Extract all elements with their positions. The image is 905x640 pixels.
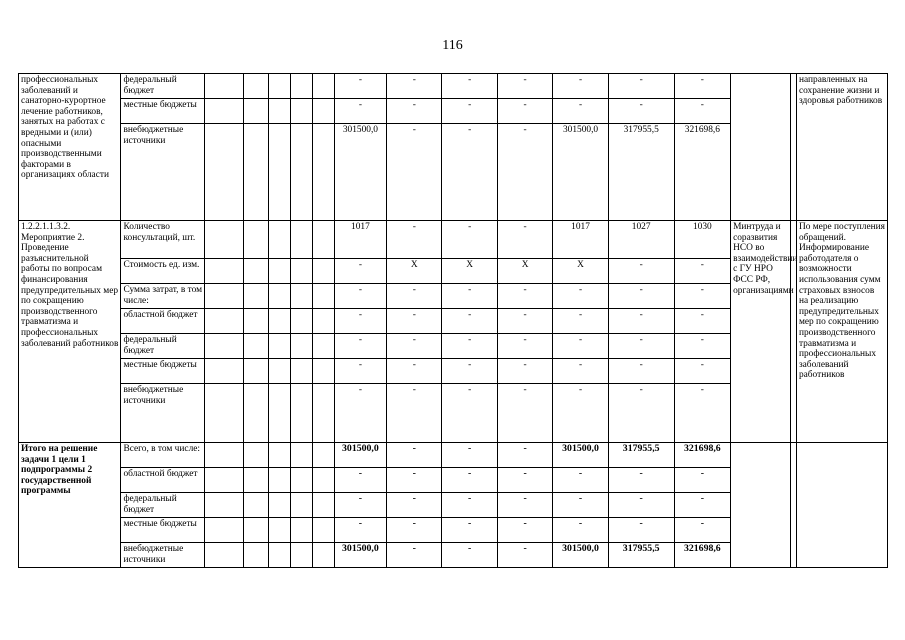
value-cell: -	[442, 309, 497, 334]
executor-cell: Минтруда и соразвития НСО во взаимодействии с ГУ НРО ФСС РФ, организациями	[731, 221, 791, 443]
value-cell: -	[608, 309, 674, 334]
empty-cell	[290, 543, 312, 568]
value-cell: 317955,5	[608, 443, 674, 468]
value-cell: -	[608, 359, 674, 384]
funding-source-cell: федеральный бюджет	[121, 334, 205, 359]
empty-cell	[205, 518, 244, 543]
empty-cell	[243, 334, 268, 359]
empty-cell	[290, 284, 312, 309]
value-cell: -	[387, 124, 442, 221]
value-cell: -	[608, 74, 674, 99]
value-cell: -	[553, 309, 608, 334]
empty-cell	[243, 259, 268, 284]
empty-cell	[290, 74, 312, 99]
empty-cell	[290, 493, 312, 518]
funding-source-cell: внебюджетные источники	[121, 543, 205, 568]
value-cell: -	[387, 543, 442, 568]
funding-source-cell: внебюджетные источники	[121, 124, 205, 221]
empty-cell	[312, 518, 334, 543]
value-cell: -	[608, 493, 674, 518]
value-cell: X	[553, 259, 608, 284]
expected-result-cell	[796, 443, 887, 568]
value-cell: -	[387, 221, 442, 259]
value-cell: -	[497, 309, 552, 334]
value-cell: 321698,6	[674, 543, 730, 568]
value-cell: -	[334, 259, 386, 284]
value-cell: -	[608, 284, 674, 309]
empty-cell	[268, 124, 290, 221]
value-cell: -	[553, 384, 608, 443]
value-cell: 317955,5	[608, 543, 674, 568]
value-cell: -	[608, 334, 674, 359]
empty-cell	[312, 359, 334, 384]
value-cell: -	[442, 543, 497, 568]
empty-cell	[290, 259, 312, 284]
value-cell: -	[497, 493, 552, 518]
value-cell: -	[674, 359, 730, 384]
value-cell: -	[442, 518, 497, 543]
value-cell: 301500,0	[334, 543, 386, 568]
empty-cell	[243, 493, 268, 518]
value-cell: -	[334, 468, 386, 493]
funding-source-cell: Сумма затрат, в том числе:	[121, 284, 205, 309]
value-cell: -	[387, 493, 442, 518]
empty-cell	[312, 221, 334, 259]
value-cell: -	[497, 284, 552, 309]
empty-cell	[268, 221, 290, 259]
value-cell: -	[497, 443, 552, 468]
value-cell: -	[334, 284, 386, 309]
empty-cell	[290, 99, 312, 124]
empty-cell	[290, 334, 312, 359]
value-cell: -	[497, 99, 552, 124]
value-cell: -	[553, 284, 608, 309]
empty-cell	[312, 99, 334, 124]
empty-cell	[268, 99, 290, 124]
empty-cell	[243, 543, 268, 568]
value-cell: -	[674, 74, 730, 99]
funding-source-cell: федеральный бюджет	[121, 74, 205, 99]
empty-cell	[268, 309, 290, 334]
expected-result-cell: направленных на сохранение жизни и здоровья работников	[796, 74, 887, 221]
value-cell: X	[387, 259, 442, 284]
measure-name-cell: 1.2.2.1.1.3.2. Мероприятие 2. Проведение разъяснительной работы по вопросам финансирования предупредительных мер по сокращению производственного травматизма и профессиональных заболеваний работников	[19, 221, 121, 443]
value-cell: -	[387, 443, 442, 468]
value-cell: 317955,5	[608, 124, 674, 221]
empty-cell	[312, 284, 334, 309]
empty-cell	[205, 124, 244, 221]
empty-cell	[243, 309, 268, 334]
funding-source-cell: Всего, в том числе:	[121, 443, 205, 468]
expected-result-cell: По мере поступления обращений. Информирование работодателя о возможности использования сумм страховых взносов на реализацию предупредительных мер по сокращению производственного травматизма и профессиональных заболеваний работников	[796, 221, 887, 443]
value-cell: -	[387, 468, 442, 493]
empty-cell	[243, 518, 268, 543]
empty-cell	[268, 359, 290, 384]
empty-cell	[205, 259, 244, 284]
value-cell: -	[334, 359, 386, 384]
empty-cell	[290, 309, 312, 334]
executor-cell	[731, 74, 791, 221]
empty-cell	[290, 221, 312, 259]
empty-cell	[290, 384, 312, 443]
value-cell: -	[497, 221, 552, 259]
empty-cell	[243, 221, 268, 259]
empty-cell	[205, 543, 244, 568]
budget-table	[18, 73, 888, 568]
value-cell: -	[497, 384, 552, 443]
value-cell: -	[608, 99, 674, 124]
value-cell: -	[334, 99, 386, 124]
value-cell: -	[553, 493, 608, 518]
value-cell: -	[442, 493, 497, 518]
value-cell: 301500,0	[334, 124, 386, 221]
empty-cell	[268, 468, 290, 493]
value-cell: 301500,0	[553, 124, 608, 221]
empty-cell	[205, 493, 244, 518]
value-cell: -	[497, 124, 552, 221]
empty-cell	[290, 443, 312, 468]
empty-cell	[205, 359, 244, 384]
value-cell: -	[334, 384, 386, 443]
value-cell: 301500,0	[334, 443, 386, 468]
empty-cell	[205, 384, 244, 443]
empty-cell	[312, 334, 334, 359]
table-row	[19, 74, 888, 99]
funding-source-cell: областной бюджет	[121, 468, 205, 493]
value-cell: -	[497, 359, 552, 384]
value-cell: 1017	[553, 221, 608, 259]
funding-source-cell: местные бюджеты	[121, 359, 205, 384]
empty-cell	[205, 74, 244, 99]
value-cell: -	[608, 518, 674, 543]
empty-cell	[243, 384, 268, 443]
value-cell: -	[608, 384, 674, 443]
measure-name-cell: профессиональных заболеваний и санаторно-курортное лечение работников, занятых на работах с вредными и (или) опасными производственными факторами в организациях области	[19, 74, 121, 221]
value-cell: -	[442, 124, 497, 221]
empty-cell	[243, 74, 268, 99]
empty-cell	[268, 334, 290, 359]
value-cell: -	[387, 359, 442, 384]
empty-cell	[243, 284, 268, 309]
empty-cell	[290, 359, 312, 384]
executor-cell	[731, 443, 791, 568]
value-cell: 1017	[334, 221, 386, 259]
empty-cell	[205, 221, 244, 259]
value-cell: -	[442, 284, 497, 309]
empty-cell	[312, 493, 334, 518]
empty-cell	[312, 309, 334, 334]
value-cell: -	[334, 493, 386, 518]
empty-cell	[205, 99, 244, 124]
empty-cell	[312, 443, 334, 468]
value-cell: -	[608, 468, 674, 493]
value-cell: 1030	[674, 221, 730, 259]
empty-cell	[312, 384, 334, 443]
empty-cell	[312, 124, 334, 221]
value-cell: -	[553, 99, 608, 124]
empty-cell	[243, 99, 268, 124]
empty-cell	[268, 543, 290, 568]
value-cell: -	[553, 334, 608, 359]
funding-source-cell: местные бюджеты	[121, 518, 205, 543]
empty-cell	[268, 384, 290, 443]
empty-cell	[205, 284, 244, 309]
empty-cell	[312, 259, 334, 284]
value-cell: -	[674, 99, 730, 124]
value-cell: -	[387, 518, 442, 543]
empty-cell	[243, 359, 268, 384]
value-cell: -	[387, 284, 442, 309]
empty-cell	[268, 259, 290, 284]
value-cell: -	[387, 74, 442, 99]
value-cell: -	[334, 518, 386, 543]
value-cell: -	[553, 518, 608, 543]
value-cell: -	[334, 74, 386, 99]
empty-cell	[205, 468, 244, 493]
funding-source-cell: областной бюджет	[121, 309, 205, 334]
value-cell: -	[608, 259, 674, 284]
funding-source-cell: местные бюджеты	[121, 99, 205, 124]
empty-cell	[243, 468, 268, 493]
funding-source-cell: Стоимость ед. изм.	[121, 259, 205, 284]
table-row	[19, 221, 888, 259]
value-cell: -	[674, 384, 730, 443]
value-cell: -	[442, 334, 497, 359]
value-cell: -	[442, 74, 497, 99]
value-cell: -	[442, 384, 497, 443]
empty-cell	[312, 468, 334, 493]
funding-source-cell: федеральный бюджет	[121, 493, 205, 518]
value-cell: -	[442, 99, 497, 124]
value-cell: -	[674, 468, 730, 493]
value-cell: -	[497, 543, 552, 568]
value-cell: -	[387, 334, 442, 359]
value-cell: -	[674, 259, 730, 284]
value-cell: -	[442, 359, 497, 384]
value-cell: -	[674, 518, 730, 543]
empty-cell	[205, 334, 244, 359]
empty-cell	[312, 74, 334, 99]
funding-source-cell: внебюджетные источники	[121, 384, 205, 443]
empty-cell	[312, 543, 334, 568]
value-cell: 301500,0	[553, 543, 608, 568]
value-cell: -	[442, 443, 497, 468]
value-cell: -	[497, 468, 552, 493]
value-cell: -	[387, 384, 442, 443]
value-cell: -	[442, 221, 497, 259]
empty-cell	[290, 518, 312, 543]
value-cell: -	[553, 468, 608, 493]
value-cell: -	[674, 493, 730, 518]
empty-cell	[268, 284, 290, 309]
value-cell: -	[497, 518, 552, 543]
empty-cell	[268, 443, 290, 468]
value-cell: 321698,6	[674, 124, 730, 221]
value-cell: -	[674, 309, 730, 334]
page-number: 116	[442, 38, 463, 53]
value-cell: -	[387, 99, 442, 124]
value-cell: -	[674, 284, 730, 309]
empty-cell	[268, 74, 290, 99]
value-cell: -	[497, 334, 552, 359]
empty-cell	[243, 124, 268, 221]
value-cell: -	[674, 334, 730, 359]
table-row	[19, 443, 888, 468]
value-cell: -	[553, 74, 608, 99]
value-cell: -	[442, 468, 497, 493]
value-cell: 301500,0	[553, 443, 608, 468]
value-cell: 321698,6	[674, 443, 730, 468]
empty-cell	[268, 518, 290, 543]
measure-name-cell: Итого на решение задачи 1 цели 1 подпрограммы 2 государственной программы	[19, 443, 121, 568]
empty-cell	[205, 309, 244, 334]
value-cell: -	[387, 309, 442, 334]
value-cell: X	[442, 259, 497, 284]
empty-cell	[243, 443, 268, 468]
empty-cell	[205, 443, 244, 468]
value-cell: X	[497, 259, 552, 284]
value-cell: -	[497, 74, 552, 99]
empty-cell	[290, 124, 312, 221]
funding-source-cell: Количество консультаций, шт.	[121, 221, 205, 259]
value-cell: -	[334, 309, 386, 334]
value-cell: -	[553, 359, 608, 384]
value-cell: 1027	[608, 221, 674, 259]
value-cell: -	[334, 334, 386, 359]
empty-cell	[268, 493, 290, 518]
empty-cell	[290, 468, 312, 493]
